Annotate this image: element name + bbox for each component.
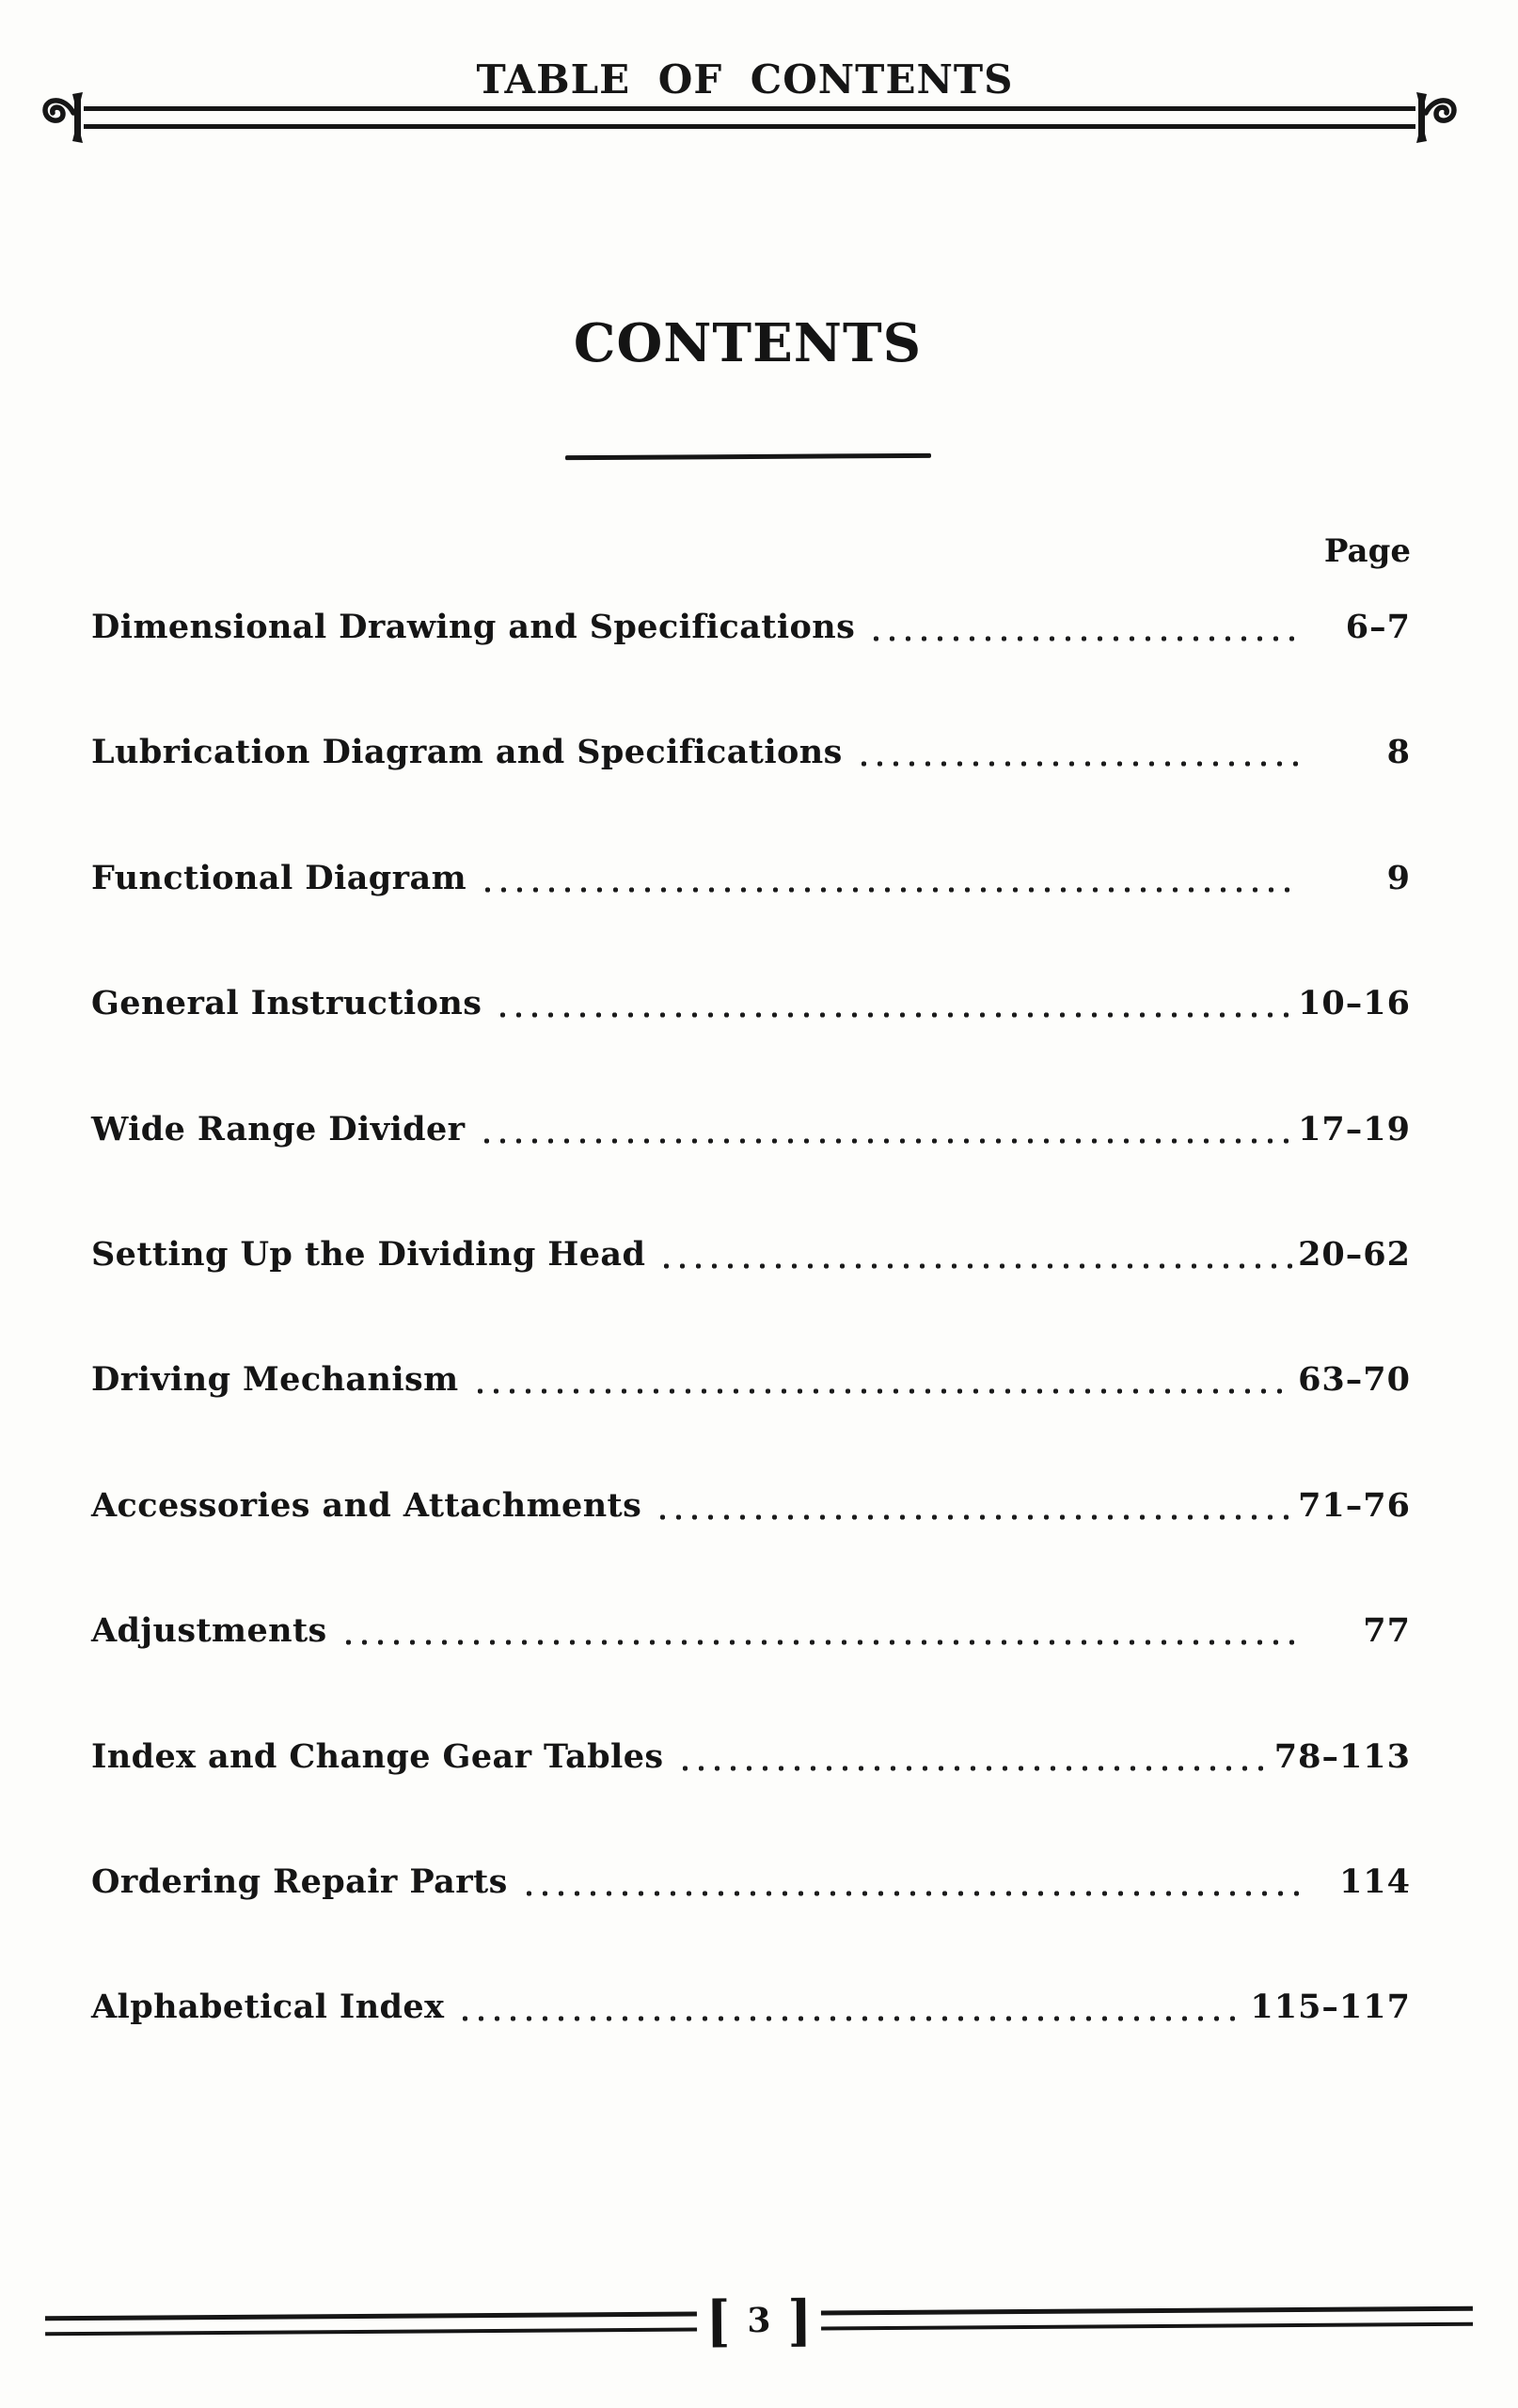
toc-entry-pages: 9 (1386, 858, 1411, 897)
toc-entry (91, 1104, 1411, 1229)
dot-leader (517, 1862, 1300, 1904)
toc-entry-pages: 71–76 (1298, 1485, 1411, 1525)
footer-rule-row (45, 2289, 1473, 2353)
toc-entry-label: Alphabetical Index (91, 1988, 445, 2027)
dot-leader (655, 1235, 1292, 1276)
toc-entry-pages: 17–19 (1298, 1109, 1411, 1149)
toc-entry-label: Driving Mechanism (91, 1360, 459, 1400)
dot-leader (475, 1110, 1293, 1151)
dot-leader (337, 1611, 1300, 1653)
toc-entry (91, 978, 1411, 1103)
toc-entry (91, 853, 1411, 978)
footer-double-rule-right (821, 2305, 1473, 2330)
toc-entry (91, 1606, 1411, 1731)
dot-leader (651, 1486, 1292, 1528)
toc-entry-label: Ordering Repair Parts (91, 1861, 508, 1901)
title-divider-rule (565, 453, 931, 460)
toc-entry-label: Wide Range Divider (91, 1109, 466, 1149)
scroll-ornament-right-icon (1411, 90, 1460, 145)
toc-entry-label: Functional Diagram (91, 858, 467, 897)
dot-leader (864, 608, 1300, 649)
folio-page-number (703, 2288, 816, 2353)
toc-entry (91, 1354, 1411, 1480)
page-title: CONTENTS (573, 312, 923, 374)
toc-entry-label: Lubrication Diagram and Specifications (91, 733, 843, 772)
bracket-left: [ (705, 2288, 731, 2353)
toc-entry (91, 1982, 1411, 2107)
toc-entry-pages: 78–113 (1273, 1736, 1411, 1776)
toc-entry-label: Index and Change Gear Tables (91, 1736, 664, 1776)
toc-entry-label: Dimensional Drawing and Specifications (91, 608, 856, 646)
dot-leader (476, 859, 1300, 900)
scroll-ornament-left-icon (40, 90, 88, 145)
toc-entry (91, 1857, 1411, 1982)
dot-leader (491, 984, 1292, 1025)
toc-entry-pages: 10–16 (1298, 984, 1411, 1023)
dot-leader (468, 1360, 1293, 1402)
toc-entry-label: Setting Up the Dividing Head (91, 1234, 646, 1274)
toc-entry-pages: 20–62 (1298, 1234, 1411, 1274)
toc-entry-pages: 6–7 (1345, 608, 1411, 646)
toc-entry (91, 1481, 1411, 1606)
toc-entry (91, 727, 1411, 852)
page-number: 3 (747, 2300, 771, 2341)
dot-leader (673, 1737, 1269, 1779)
page-column-header: Page (1323, 532, 1411, 570)
toc-entry-label: Accessories and Attachments (91, 1485, 642, 1525)
toc-entry-label: Adjustments (91, 1611, 327, 1651)
dot-leader (453, 1988, 1244, 2029)
toc-entry-pages: 115–117 (1250, 1988, 1411, 2027)
header-rule (40, 90, 1460, 145)
dot-leader (852, 733, 1300, 774)
toc-entry-pages: 114 (1338, 1861, 1411, 1901)
toc-entry-pages: 63–70 (1298, 1360, 1411, 1400)
toc-entry (91, 1732, 1411, 1857)
table-of-contents-list (91, 602, 1411, 2108)
footer-double-rule-left (45, 2311, 697, 2336)
bracket-right: ] (787, 2288, 813, 2353)
toc-entry-label: General Instructions (91, 984, 482, 1023)
running-head-title: TABLE OF CONTENTS (476, 56, 1014, 103)
header-double-rule-line (84, 106, 1415, 129)
toc-entry (91, 602, 1411, 727)
toc-entry-pages: 77 (1363, 1611, 1411, 1651)
toc-entry (91, 1229, 1411, 1354)
toc-entry-pages: 8 (1386, 733, 1411, 772)
